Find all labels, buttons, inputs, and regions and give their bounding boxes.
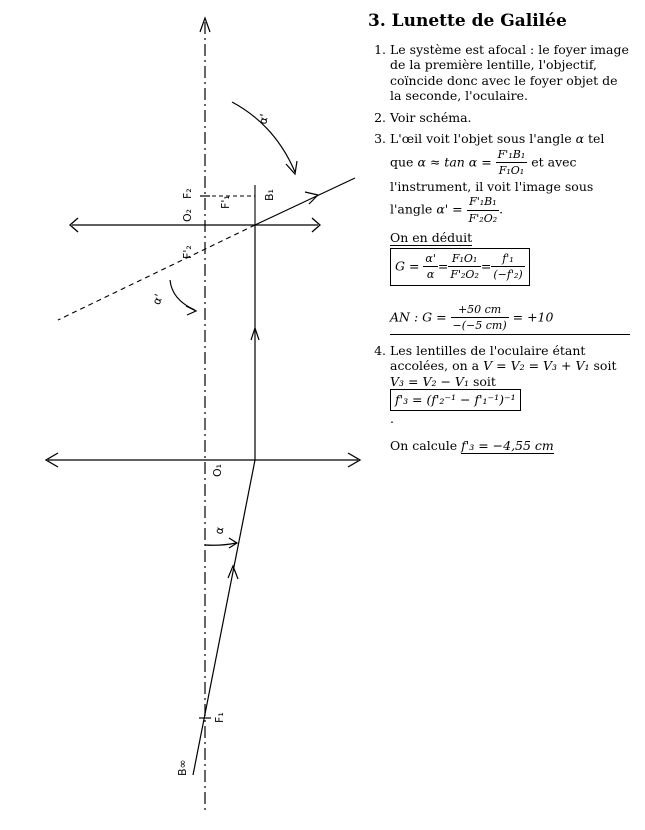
label-f1p: F'₁ — [219, 195, 232, 209]
alpha-prime-arrow-left — [186, 306, 196, 315]
virtual-ray — [58, 225, 255, 320]
a3-an-frac — [451, 302, 509, 334]
answer-2-text: Voir schéma. — [390, 109, 472, 125]
a3-tel: tel que — [390, 131, 605, 169]
a3-deduction — [390, 230, 630, 246]
a4-formula-box: f'₃ = (f'₂⁻¹ − f'₁⁻¹)⁻¹ — [390, 389, 521, 411]
a3-frac-1-den: F₁O₁ — [498, 164, 525, 177]
a3-g-n2: F₁O₁ — [448, 251, 481, 268]
a3-g-n1: α' — [423, 251, 437, 268]
alpha-prime-arc-top — [232, 102, 295, 172]
label-f2: F₂ — [181, 188, 194, 199]
a3-an-num: +50 cm — [451, 302, 509, 319]
answer-1-text: Le système est afocal : le foyer image de la première lentille, l'objectif, coïncide donc avec le foyer objet de la seconde, l'oculaire. — [390, 41, 629, 103]
incident-ray — [193, 460, 255, 775]
label-o2: O₂ — [181, 208, 194, 222]
a4-calc: On calcule — [390, 438, 458, 453]
a3-text-c: On en déduit — [390, 230, 473, 245]
a3-frac-2-num: F'₁B₁ — [467, 194, 500, 211]
alpha-prime-arc-left — [170, 280, 195, 310]
a3-g-d2: F'₂O₂ — [450, 268, 479, 281]
a3-g-frac-3 — [491, 251, 524, 283]
answers-list — [368, 42, 630, 454]
a4-soit: soit — [593, 358, 617, 373]
a3-g-frac-2 — [448, 251, 481, 283]
alpha-arc — [205, 543, 236, 545]
a3-g-d1: α — [426, 268, 435, 281]
a3-alphap: α' = — [436, 201, 463, 217]
a3-frac-1 — [496, 147, 528, 179]
label-binf: B∞ — [176, 759, 189, 776]
a3-g: G = — [395, 258, 420, 273]
a3-frac-1-num: F'₁B₁ — [496, 147, 528, 164]
a4-text-a: Les lentilles de l'oculaire étant accolées, on a — [390, 342, 586, 373]
a3-g-formula-box: G = $\frac{\alpha'}{\alpha}$ = $\frac{\text{F₁O₁}}{\text{F'₂O₂}}$ = $\frac{\text{f'₁}}{\text{(−f'₂)}}$ — [390, 248, 530, 286]
label-f1: F₁ — [213, 712, 226, 723]
a3-approx: α ≈ tan α = — [417, 154, 492, 169]
a3-text-a: L'œil voit l'objet sous l'angle — [390, 131, 572, 146]
a3-an-den: −(−5 cm) — [452, 319, 507, 332]
a3-frac-2-den: F'₂O₂ — [468, 211, 498, 225]
a4-calc-line — [390, 438, 630, 454]
a3-frac-2 — [467, 194, 500, 226]
a3-alpha: α — [575, 131, 585, 146]
solution-text — [368, 11, 630, 460]
alpha-prime-arrow-top — [286, 161, 297, 174]
label-alpha-prime-left: α' — [149, 292, 166, 307]
answer-4 — [390, 343, 630, 454]
a3-g-n3: f'₁ — [491, 251, 524, 268]
section-title: 3. Lunette de Galilée — [368, 11, 567, 31]
answer-3: 3. L'œil voit l'objet sous l'angle α tel que α ≈ tan α = $\frac{\text{F'₁B₁}}{\text{F₁O₁}}$ et avec l'instrument, il voit l'image sous l'angle α' = $\frac{\text{F'₁B₁}}{\text{F'₂O₂}}$ . On en déduit G = $\frac{\alpha'}{\alpha}$ = $\frac{\text{F₁O₁}}{\text{F'₂O₂}}$ = $\frac{\text{f'₁}}{\text{(−f'₂)}}$ AN : G = $\frac{+50 cm}{-(-5 cm)}$ = +10 — [390, 131, 630, 335]
answer-2 — [390, 110, 630, 126]
a4-res: f'₃ = −4,55 cm — [461, 438, 554, 453]
a4-soit2: soit — [472, 373, 496, 389]
a4-eq2: V₃ = V₂ − V₁ — [390, 373, 469, 389]
a4-dot: . — [390, 410, 394, 426]
a4-eq1: V = V₂ = V₃ + V₁ — [483, 358, 590, 373]
a3-an-line — [390, 302, 630, 335]
a3-an-res: = +10 — [512, 309, 554, 324]
label-alpha-prime-top: α' — [256, 112, 271, 126]
a3-an: AN : G = — [390, 309, 447, 324]
label-f2p: F'₂ — [181, 245, 194, 259]
a3-text-b: et avec l'instrument, il voit l'image sous l'angle — [390, 154, 594, 217]
a3-g-frac-1 — [423, 251, 437, 283]
a3-g-d3: (−f'₂) — [493, 268, 523, 281]
answer-1 — [390, 42, 630, 104]
label-o1: O₁ — [211, 463, 224, 477]
label-b1: B₁ — [263, 189, 276, 201]
label-alpha: α — [212, 525, 227, 536]
